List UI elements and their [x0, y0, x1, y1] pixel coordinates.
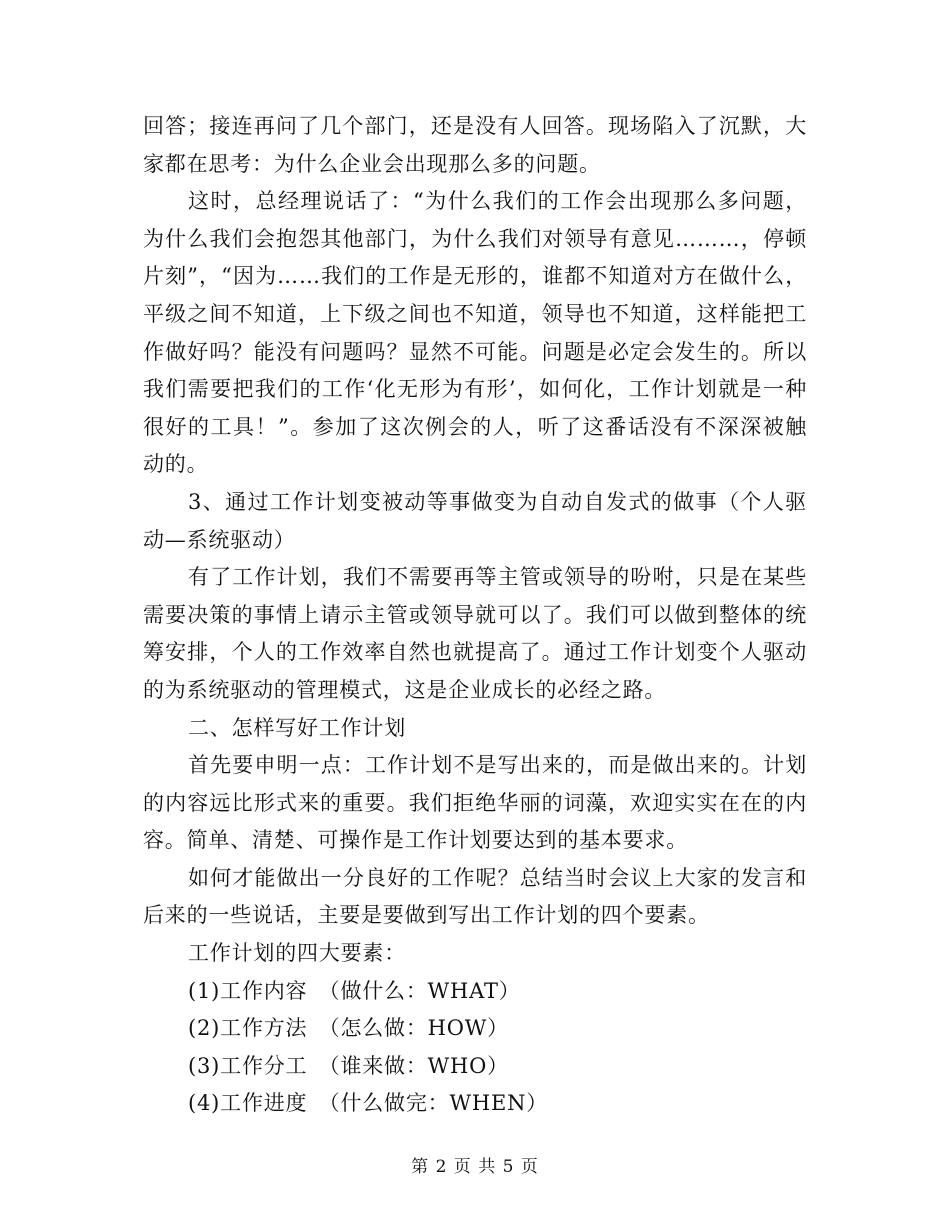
- list-item-who: (3)工作分工 （谁来做：WHO）: [188, 1053, 509, 1078]
- list-item-how: (2)工作方法 （怎么做：HOW）: [188, 1016, 509, 1041]
- section-heading-3: 3、通过工作计划变被动等事做变为自动自发式的做事（个人驱动—系统驱动）: [143, 489, 807, 552]
- paragraph-four-elements-intro: 如何才能做出一分良好的工作呢？总结当时会议上大家的发言和后来的一些说话，主要是要做到写出工作计划的四个要素。: [143, 865, 807, 928]
- list-heading-four-elements: 工作计划的四大要素：: [188, 941, 406, 966]
- paragraph-work-plan-benefit: 有了工作计划，我们不需要再等主管或领导的吩咐，只是在某些需要决策的事情上请示主管或领导就可以了。我们可以做到整体的统筹安排，个人的工作效率自然也就提高了。通过工作计划变个人驱动的为系统驱动的管理模式，这是企业成长的必经之路。: [143, 565, 807, 702]
- page-number-footer: 第 2 页 共 5 页: [411, 1157, 539, 1177]
- section-heading-how-to-write: 二、怎样写好工作计划: [188, 715, 406, 740]
- list-item-when: (4)工作进度 （什么做完：WHEN）: [188, 1091, 549, 1116]
- body-text: [143, 108, 807, 1123]
- paragraph-general-manager-speech: 这时，总经理说话了：“为什么我们的工作会出现那么多问题，为什么我们会抱怨其他部门，为什么我们对领导有意见………，停顿片刻”，“因为……我们的工作是无形的，谁都不知道对方在做什么，平级之间不知道，上下级之间也不知道，领导也不知道，这样能把工作做好吗？能没有问题吗？显然不可能。问题是必定会发生的。所以我们需要把我们的工作‘化无形为有形’，如何化，工作计划就是一种很好的工具！”。参加了这次例会的人，听了这番话没有不深深被触动的。: [143, 189, 807, 477]
- paragraph-continuation: 回答；接连再问了几个部门，还是没有人回答。现场陷入了沉默，大家都在思考：为什么企业会出现那么多的问题。: [143, 114, 807, 176]
- list-item-what: (1)工作内容 （做什么：WHAT）: [188, 978, 521, 1003]
- paragraph-plan-is-done: 首先要申明一点：工作计划不是写出来的，而是做出来的。计划的内容远比形式来的重要。我们拒绝华丽的词藻，欢迎实实在在的内容。简单、清楚、可操作是工作计划要达到的基本要求。: [143, 753, 807, 853]
